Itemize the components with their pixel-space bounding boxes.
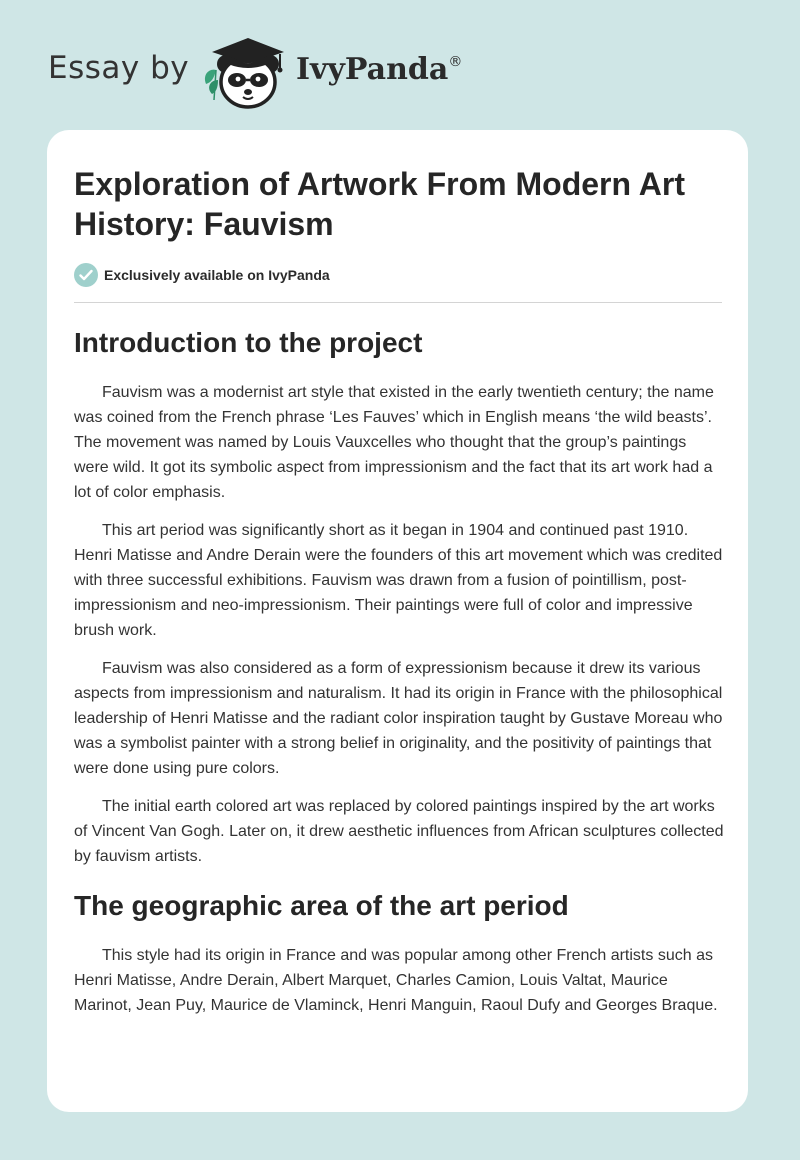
- essay-title: Exploration of Artwork From Modern Art History: Fauvism: [74, 166, 685, 242]
- section-heading-introduction: Introduction to the project: [74, 327, 423, 358]
- brand-name[interactable]: [296, 52, 462, 87]
- paragraph: Fauvism was also considered as a form of expressionism because it drew its various aspects from impressionism and naturalism. It had its origin in France with the philosophical leadership of Henri Matisse and the radiant color inspiration taught by Gustave Moreau who was a symbolist painter with a strong belief in originality, and the positivity of paintings that were done using pure colors.: [74, 660, 723, 777]
- registered-mark: ®: [448, 54, 463, 70]
- essay-by-label: Essay by: [48, 50, 190, 86]
- paragraph: The initial earth colored art was replaced by colored paintings inspired by the art works of Vincent Van Gogh. Later on, it drew aesthetic influences from African sculptures collected by fauvism artists.: [74, 798, 724, 865]
- paragraph: Fauvism was a modernist art style that existed in the early twentieth century; the name was coined from the French phrase ‘Les Fauves’ which in English means ‘the wild beasts’. The movement was named by Louis Vauxcelles who thought that the group’s paintings were wild. It got its symbolic aspect from impressionism and the fact that its art work had a lot of color emphasis.: [74, 384, 714, 501]
- exclusive-label: Exclusively available on IvyPanda: [104, 267, 330, 283]
- site-header: [0, 0, 800, 130]
- paragraph: This art period was significantly short as it began in 1904 and continued past 1910. Henri Matisse and Andre Derain were the founders of this art movement which was credited with three successful exhibitions. Fauvism was drawn from a fusion of pointillism, post-impressionism and neo-impressionism. Their paintings were full of color and impressive brush work.: [74, 522, 723, 639]
- paragraph: This style had its origin in France and was popular among other French artists such as Henri Matisse, Andre Derain, Albert Marquet, Charles Camion, Louis Valtat, Maurice Marinot, Jean Puy, Maurice de Vlaminck, Henri Manguin, Raoul Dufy and Georges Braque.: [74, 947, 718, 1014]
- divider: [74, 302, 722, 303]
- essay-card: [47, 130, 748, 1112]
- panda-graduate-logo-icon[interactable]: [200, 34, 292, 110]
- brand-name-text: IvyPanda: [296, 52, 449, 87]
- section-heading-geographic-area: The geographic area of the art period: [74, 890, 569, 921]
- check-icon: [74, 263, 98, 287]
- essay-body: [74, 326, 724, 1031]
- exclusive-badge: [74, 263, 330, 287]
